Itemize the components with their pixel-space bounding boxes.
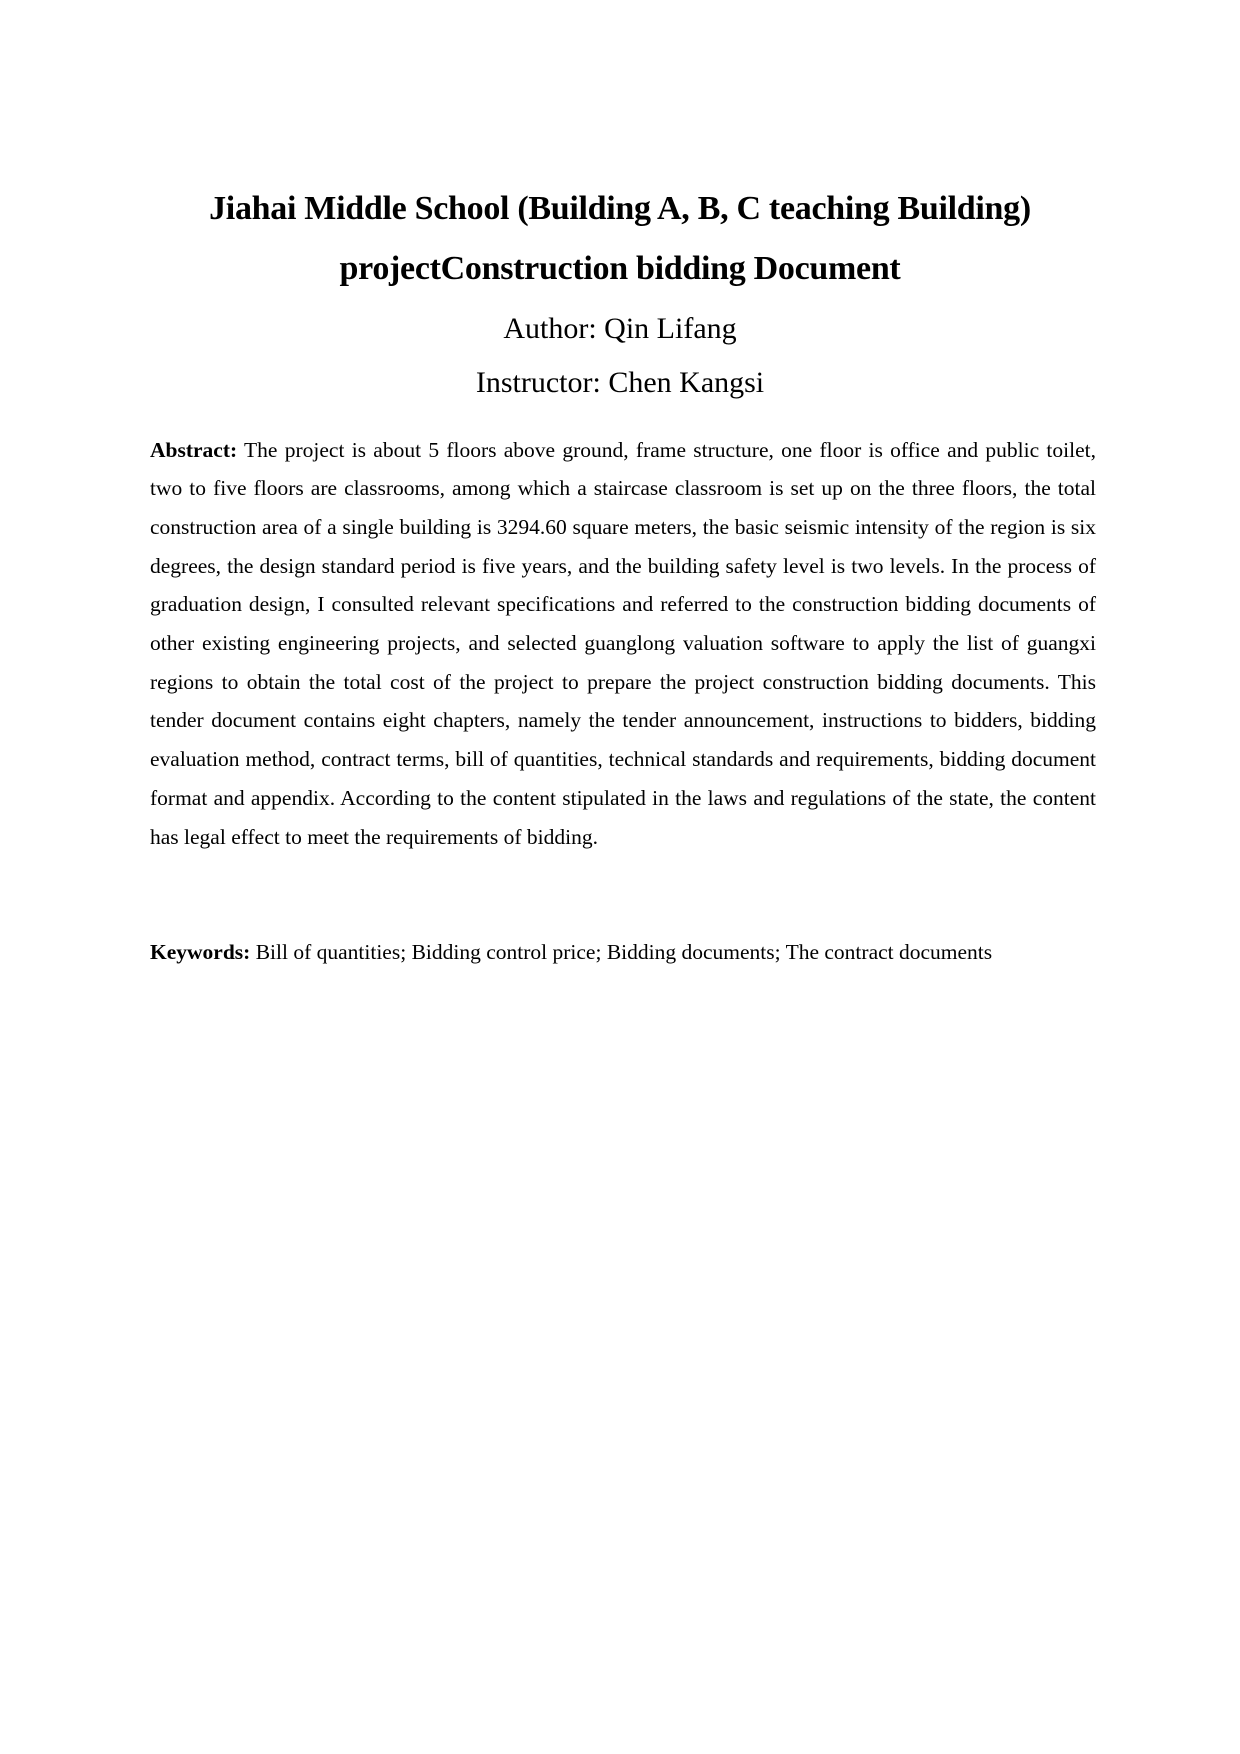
keywords-label: Keywords: xyxy=(150,939,251,964)
abstract-label: Abstract: xyxy=(150,437,238,462)
title-line-2: projectConstruction bidding Document xyxy=(339,250,901,287)
keywords-paragraph xyxy=(150,933,1096,972)
author-line: Author: Qin Lifang xyxy=(503,312,737,345)
keywords-text: Bill of quantities; Bidding control price; Bidding documents; The contract documents xyxy=(250,939,993,964)
abstract-paragraph xyxy=(150,431,1096,857)
abstract-text: The project is about 5 floors above ground, frame structure, one floor is office and public toilet, two to five floors are classrooms, among which a staircase classroom is set up on the three floors, the total construction area of a single building is 3294.60 square meters, the basic seismic intensity of the region is six degrees, the design standard period is five years, and the building safety level is two levels. In the process of graduation design, I consulted relevant specifications and referred to the construction bidding documents of other existing engineering projects, and selected guanglong valuation software to apply the list of guangxi regions to obtain the total cost of the project to prepare the project construction bidding documents. This tender document contains eight chapters, namely the tender announcement, instructions to bidders, bidding evaluation method, contract terms, bill of quantities, technical standards and requirements, bidding document format and appendix. According to the content stipulated in the laws and regulations of the state, the content has legal effect to meet the requirements of bidding. xyxy=(150,437,1096,849)
title-line-1: Jiahai Middle School (Building A, B, C teaching Building) xyxy=(209,190,1031,227)
instructor-line: Instructor: Chen Kangsi xyxy=(475,366,765,399)
